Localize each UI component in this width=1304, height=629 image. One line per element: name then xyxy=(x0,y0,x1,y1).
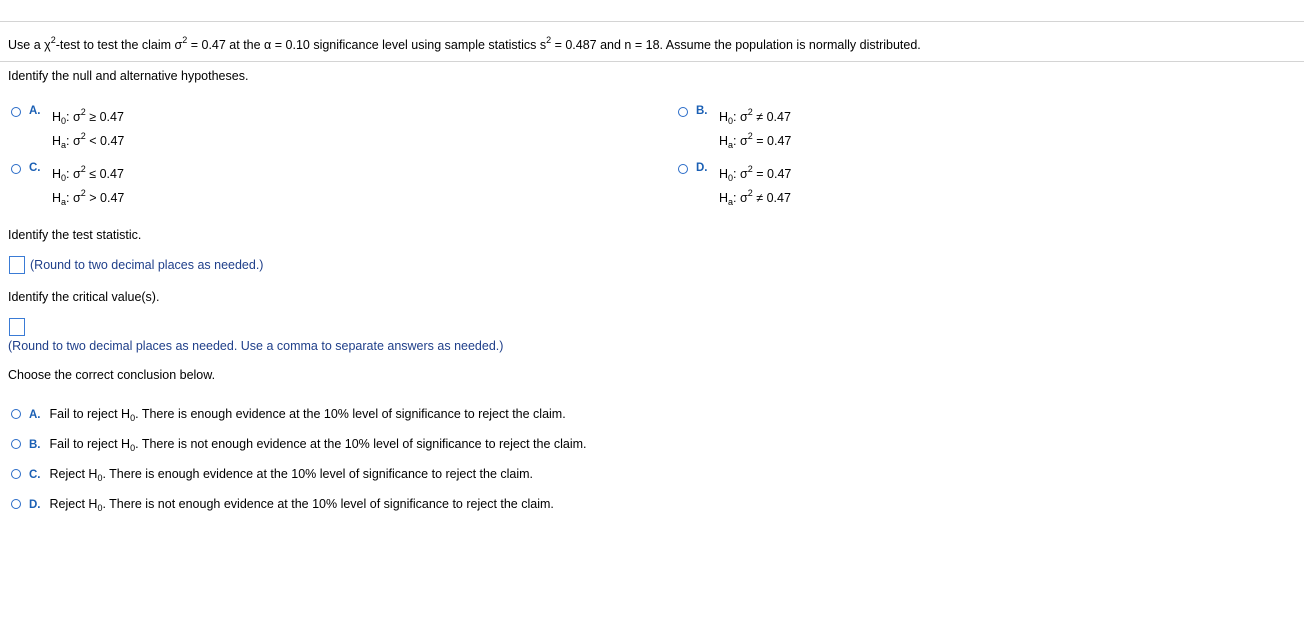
critical-values-input[interactable] xyxy=(9,318,25,336)
null-hypothesis: $H_0$: $\sigma^2 \le 0.47$ xyxy=(52,164,124,183)
top-divider xyxy=(0,21,1304,22)
alternative-hypothesis: $H_a$: $\sigma^2 \ne 0.47$ xyxy=(719,188,791,207)
hypotheses-instruction: Identify the null and alternative hypotheses. xyxy=(8,69,249,83)
radio-button[interactable] xyxy=(11,409,21,419)
critical-values-hint: (Round to two decimal places as needed. Use a comma to separate answers as needed.) xyxy=(8,339,504,353)
conclusion-text: D. Reject $H_0$. There is not enough evidence at the 10% level of significance to reject the claim. xyxy=(29,497,554,513)
radio-button[interactable] xyxy=(678,164,688,174)
radio-button[interactable] xyxy=(11,469,21,479)
radio-button[interactable] xyxy=(11,107,21,117)
test-statistic-input[interactable] xyxy=(9,256,25,274)
option-letter: A. xyxy=(29,105,41,117)
alternative-hypothesis: $H_a$: $\sigma^2 > 0.47$ xyxy=(52,188,125,207)
alternative-hypothesis: $H_a$: $\sigma^2 < 0.47$ xyxy=(52,131,125,150)
alternative-hypothesis: $H_a$: $\sigma^2 = 0.47$ xyxy=(719,131,792,150)
conclusion-instruction: Choose the correct conclusion below. xyxy=(8,368,216,382)
null-hypothesis: $H_0$: $\sigma^2 \ne 0.47$ xyxy=(719,107,791,126)
test-statistic-instruction: Identify the test statistic. xyxy=(8,228,142,242)
conclusion-text: B. Fail to reject $H_0$. There is not enough evidence at the 10% level of significance to reject the claim. xyxy=(29,437,587,453)
radio-button[interactable] xyxy=(11,164,21,174)
question-prompt: Use a $\chi^2$-test to test the claim $\sigma^2 = 0.47$ at the α = 0.10 significance level using sample statistics $s^2 = 0.487$ and n = 18. Assume the population is normally distributed. xyxy=(8,35,921,52)
radio-button[interactable] xyxy=(11,439,21,449)
question-divider xyxy=(0,61,1304,62)
option-letter: C. xyxy=(29,162,41,174)
null-hypothesis: $H_0$: $\sigma^2 \ge 0.47$ xyxy=(52,107,124,126)
radio-button[interactable] xyxy=(11,499,21,509)
test-statistic-hint: (Round to two decimal places as needed.) xyxy=(30,258,264,272)
critical-values-instruction: Identify the critical value(s). xyxy=(8,290,160,304)
radio-button[interactable] xyxy=(678,107,688,117)
option-letter: D. xyxy=(696,162,708,174)
conclusion-text: C. Reject $H_0$. There is enough evidence at the 10% level of significance to reject the claim. xyxy=(29,467,534,483)
option-letter: B. xyxy=(696,105,708,117)
null-hypothesis: $H_0$: $\sigma^2 = 0.47$ xyxy=(719,164,792,183)
conclusion-text: A. Fail to reject $H_0$. There is enough evidence at the 10% level of significance to reject the claim. xyxy=(29,407,566,423)
